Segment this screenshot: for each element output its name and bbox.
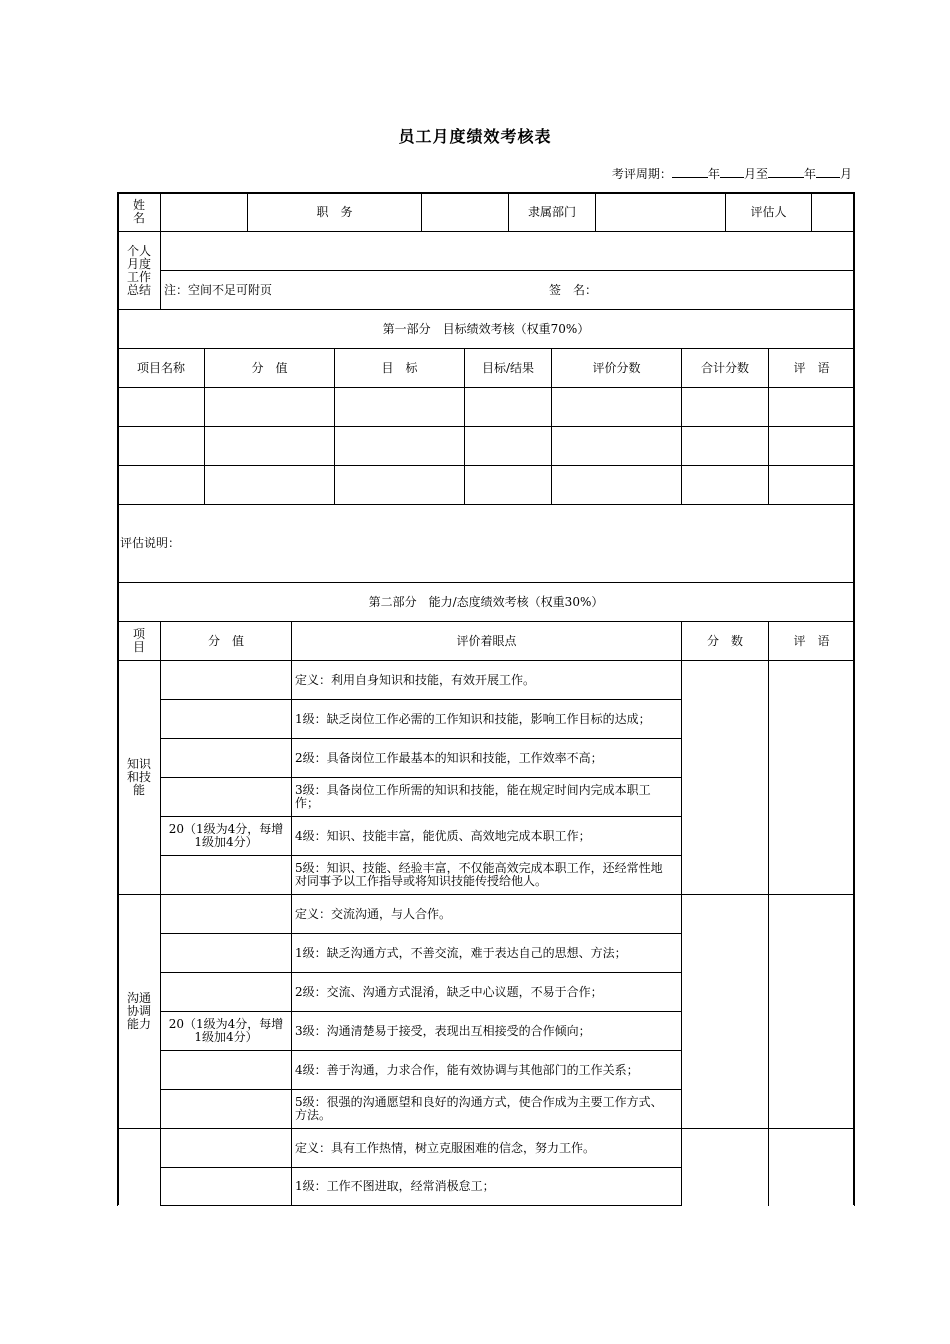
part1-row3-result[interactable] [464, 465, 552, 505]
group2-points[interactable] [681, 894, 769, 1129]
signature-label: 签 名： [549, 282, 598, 297]
group1-points[interactable] [681, 660, 769, 895]
group3-comment[interactable] [768, 1128, 855, 1206]
part1-row1-total[interactable] [681, 387, 769, 427]
part2-col-score: 分 值 [160, 621, 292, 661]
department-label: 隶属部门 [508, 192, 596, 232]
group2-criterion-level2: 2级：交流、沟通方式混淆，缺乏中心议题，不易于合作； [291, 972, 682, 1012]
part2-col-item: 项目 [132, 627, 145, 654]
group3-score-row1[interactable] [160, 1128, 292, 1168]
part1-row1-comment[interactable] [768, 387, 855, 427]
group1-score-row6[interactable] [160, 855, 292, 895]
summary-label-cell [117, 231, 161, 310]
part1-row1-score[interactable] [204, 387, 335, 427]
group2-score-row1[interactable] [160, 894, 292, 934]
period-month-2: 月 [839, 167, 852, 181]
group3-criterion-level1: 1级：工作不图进取，经常消极怠工； [291, 1167, 682, 1206]
summary-label: 个人月度工作总结 [126, 243, 151, 297]
part1-row3-total[interactable] [681, 465, 769, 505]
evaluator-label: 评估人 [725, 192, 812, 232]
group1-criterion-level4: 4级：知识、技能丰富，能优质、高效地完成本职工作； [291, 816, 682, 856]
name-value-cell[interactable] [160, 192, 248, 232]
group1-criterion-level1: 1级：缺乏岗位工作必需的工作知识和技能，影响工作目标的达成； [291, 699, 682, 739]
group1-score-row3[interactable] [160, 738, 292, 778]
group3-criterion-def: 定义：具有工作热情，树立克服困难的信念，努力工作。 [291, 1128, 682, 1168]
part1-title: 第一部分 目标绩效考核（权重70%） [117, 309, 855, 349]
group1-score-row4[interactable] [160, 777, 292, 817]
part1-col-score: 分 值 [204, 348, 335, 388]
part2-col-points: 分 数 [681, 621, 769, 661]
part1-row3-score[interactable] [204, 465, 335, 505]
group1-score: 20（1级为4分，每增1级加4分） [160, 816, 292, 856]
summary-text-cell[interactable] [160, 231, 855, 271]
group2-score-row2[interactable] [160, 933, 292, 973]
part1-row1-item[interactable] [117, 387, 205, 427]
group1-comment[interactable] [768, 660, 855, 895]
group3-score-row2[interactable] [160, 1167, 292, 1206]
group2-score-row6[interactable] [160, 1089, 292, 1129]
group2-criterion-level4: 4级：善于沟通，力求合作，能有效协调与其他部门的工作关系； [291, 1050, 682, 1090]
part1-row2-comment[interactable] [768, 426, 855, 466]
department-value-cell[interactable] [595, 192, 726, 232]
group2-criterion-level5: 5级：很强的沟通愿望和良好的沟通方式，使合作成为主要工作方式、方法。 [291, 1089, 682, 1129]
part1-row3-target[interactable] [334, 465, 465, 505]
part2-col-comment: 评 语 [768, 621, 855, 661]
group2-criterion-level3: 3级：沟通清楚易于接受，表现出互相接受的合作倾向； [291, 1011, 682, 1051]
group1-name-cell [117, 660, 161, 895]
part1-row3-item[interactable] [117, 465, 205, 505]
period-year-1: 年 [707, 167, 720, 181]
part2-title: 第二部分 能力/态度绩效考核（权重30%） [117, 582, 855, 622]
group2-comment[interactable] [768, 894, 855, 1129]
position-value-cell[interactable] [421, 192, 509, 232]
part1-row1-result[interactable] [464, 387, 552, 427]
page-title: 员工月度绩效考核表 [398, 127, 552, 146]
group1-criterion-level2: 2级：具备岗位工作最基本的知识和技能，工作效率不高； [291, 738, 682, 778]
name-label-cell [117, 192, 161, 232]
group2-score-row3[interactable] [160, 972, 292, 1012]
name-label: 姓名 [132, 198, 145, 225]
part1-col-comment: 评 语 [768, 348, 855, 388]
part2-col-item-cell [117, 621, 161, 661]
group2-criterion-level1: 1级：缺乏沟通方式，不善交流，难于表达自己的思想、方法； [291, 933, 682, 973]
part1-col-rating: 评价分数 [551, 348, 682, 388]
group1-criterion-def: 定义：利用自身知识和技能，有效开展工作。 [291, 660, 682, 700]
part1-col-target: 目 标 [334, 348, 465, 388]
period-year-2: 年 [803, 167, 816, 181]
group2-criterion-def: 定义：交流沟通，与人合作。 [291, 894, 682, 934]
part1-row2-score[interactable] [204, 426, 335, 466]
part2-col-criteria: 评价着眼点 [291, 621, 682, 661]
part1-row2-total[interactable] [681, 426, 769, 466]
group1-score-row2[interactable] [160, 699, 292, 739]
part1-row2-target[interactable] [334, 426, 465, 466]
group2-score: 20（1级为4分，每增1级加4分） [160, 1011, 292, 1051]
part1-row3-rating[interactable] [551, 465, 682, 505]
group1-score-row1[interactable] [160, 660, 292, 700]
part1-row2-rating[interactable] [551, 426, 682, 466]
part1-col-result: 目标/结果 [464, 348, 552, 388]
group2-name-cell [117, 894, 161, 1129]
part1-row3-comment[interactable] [768, 465, 855, 505]
group1-criterion-level3: 3级：具备岗位工作所需的知识和技能，能在规定时间内完成本职工作； [291, 777, 682, 817]
position-label: 职 务 [247, 192, 422, 232]
part1-row1-rating[interactable] [551, 387, 682, 427]
evaluator-value-cell[interactable] [811, 192, 855, 232]
part1-col-item: 项目名称 [117, 348, 205, 388]
group2-score-row5[interactable] [160, 1050, 292, 1090]
summary-note: 注：空间不足可附页 [164, 282, 273, 297]
group1-name: 知识和技能 [126, 757, 151, 797]
group2-name: 沟通协调能力 [126, 991, 151, 1031]
period-label: 考评周期： [611, 167, 672, 181]
evaluation-explanation[interactable]: 评估说明： [117, 504, 855, 583]
part1-row1-target[interactable] [334, 387, 465, 427]
group3-name-cell [117, 1128, 161, 1206]
summary-note-cell [160, 270, 855, 310]
period-month-1: 月至 [743, 167, 768, 181]
part1-row2-result[interactable] [464, 426, 552, 466]
group3-points[interactable] [681, 1128, 769, 1206]
part1-row2-item[interactable] [117, 426, 205, 466]
part1-col-total: 合计分数 [681, 348, 769, 388]
group1-criterion-level5: 5级：知识、技能、经验丰富，不仅能高效完成本职工作，还经常性地对同事予以工作指导或将知识技能传授给他人。 [291, 855, 682, 895]
